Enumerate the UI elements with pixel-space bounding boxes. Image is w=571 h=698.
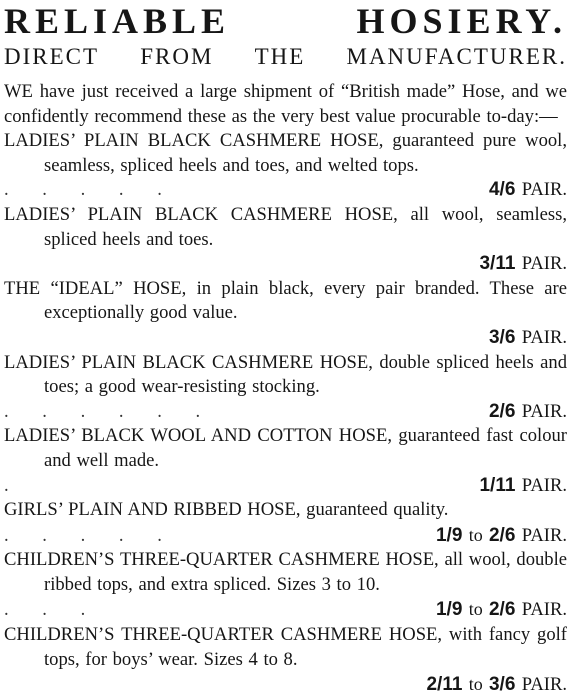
item-description: LADIES’ PLAIN BLACK CASHMERE HOSE, double spliced heels and toes; a good wear-resisting stocking.	[4, 351, 567, 398]
intro-paragraph: WE have just received a large shipment of “British made” Hose, and we confidently recommend these as the very best value procurable to-day:—	[4, 81, 567, 127]
subtitle-word: DIRECT	[4, 44, 100, 69]
item-price: 3/11 PAIR.	[479, 253, 567, 275]
title-word: RELIABLE	[4, 1, 231, 41]
item-price: 4/6 PAIR.	[488, 179, 567, 201]
item-price: 2/6 PAIR.	[488, 400, 567, 422]
product-item	[4, 351, 567, 425]
item-description: CHILDREN’S THREE-QUARTER CASHMERE HOSE, with fancy golf tops, for boys’ wear. Sizes 4 to 8.	[4, 624, 567, 670]
product-item	[4, 623, 567, 698]
product-item	[4, 129, 567, 203]
leader-dots: . . .	[4, 599, 100, 621]
price-line	[4, 400, 567, 425]
item-description: LADIES’ BLACK WOOL AND COTTON HOSE, guaranteed fast colour and well made.	[4, 425, 567, 471]
price-line	[4, 523, 567, 549]
product-item	[4, 498, 567, 548]
price-line	[4, 597, 567, 623]
item-description: THE “IDEAL” HOSE, in plain black, every pair branded. These are exceptionally good value.	[4, 277, 567, 324]
advertisement	[0, 1, 571, 696]
leader-dots: . . . . . .	[4, 400, 215, 422]
item-price-range: 1/9 to 2/6 PAIR.	[435, 599, 567, 621]
product-item	[4, 203, 567, 277]
price-line	[44, 672, 567, 698]
item-price: 3/6 PAIR.	[488, 326, 567, 348]
item-price-range: 2/11 to 3/6 PAIR.	[426, 674, 567, 696]
item-description: GIRLS’ PLAIN AND RIBBED HOSE, guaranteed quality.	[4, 499, 449, 521]
price-line	[44, 326, 567, 351]
item-price-range: 1/9 to 2/6 PAIR.	[435, 524, 567, 546]
item-description: CHILDREN’S THREE-QUARTER CASHMERE HOSE, all wool, double ribbed tops, and extra spliced. Sizes 3 to 10.	[4, 549, 567, 595]
price-line	[4, 178, 567, 203]
price-line	[44, 252, 567, 277]
subtitle-word: FROM	[140, 44, 214, 69]
subtitle-word: MANUFACTURER.	[346, 44, 567, 69]
item-description: LADIES’ PLAIN BLACK CASHMERE HOSE, guaranteed pure wool, seamless, spliced heels and toes, and welted tops.	[4, 130, 567, 176]
ad-subtitle	[4, 42, 567, 72]
price-line: . 1/11 PAIR.	[44, 474, 567, 499]
item-price: 1/11 PAIR.	[479, 474, 567, 496]
product-item	[4, 424, 567, 498]
subtitle-word: THE	[254, 44, 306, 69]
leader-dots: . . . . .	[4, 179, 176, 201]
ad-title	[4, 2, 567, 40]
title-word: HOSIERY.	[356, 1, 567, 41]
item-description: LADIES’ PLAIN BLACK CASHMERE HOSE, all wool, seamless, spliced heels and toes.	[4, 203, 567, 250]
leader-dots: . . . . .	[4, 524, 176, 546]
product-item	[4, 548, 567, 623]
product-item	[4, 277, 567, 351]
